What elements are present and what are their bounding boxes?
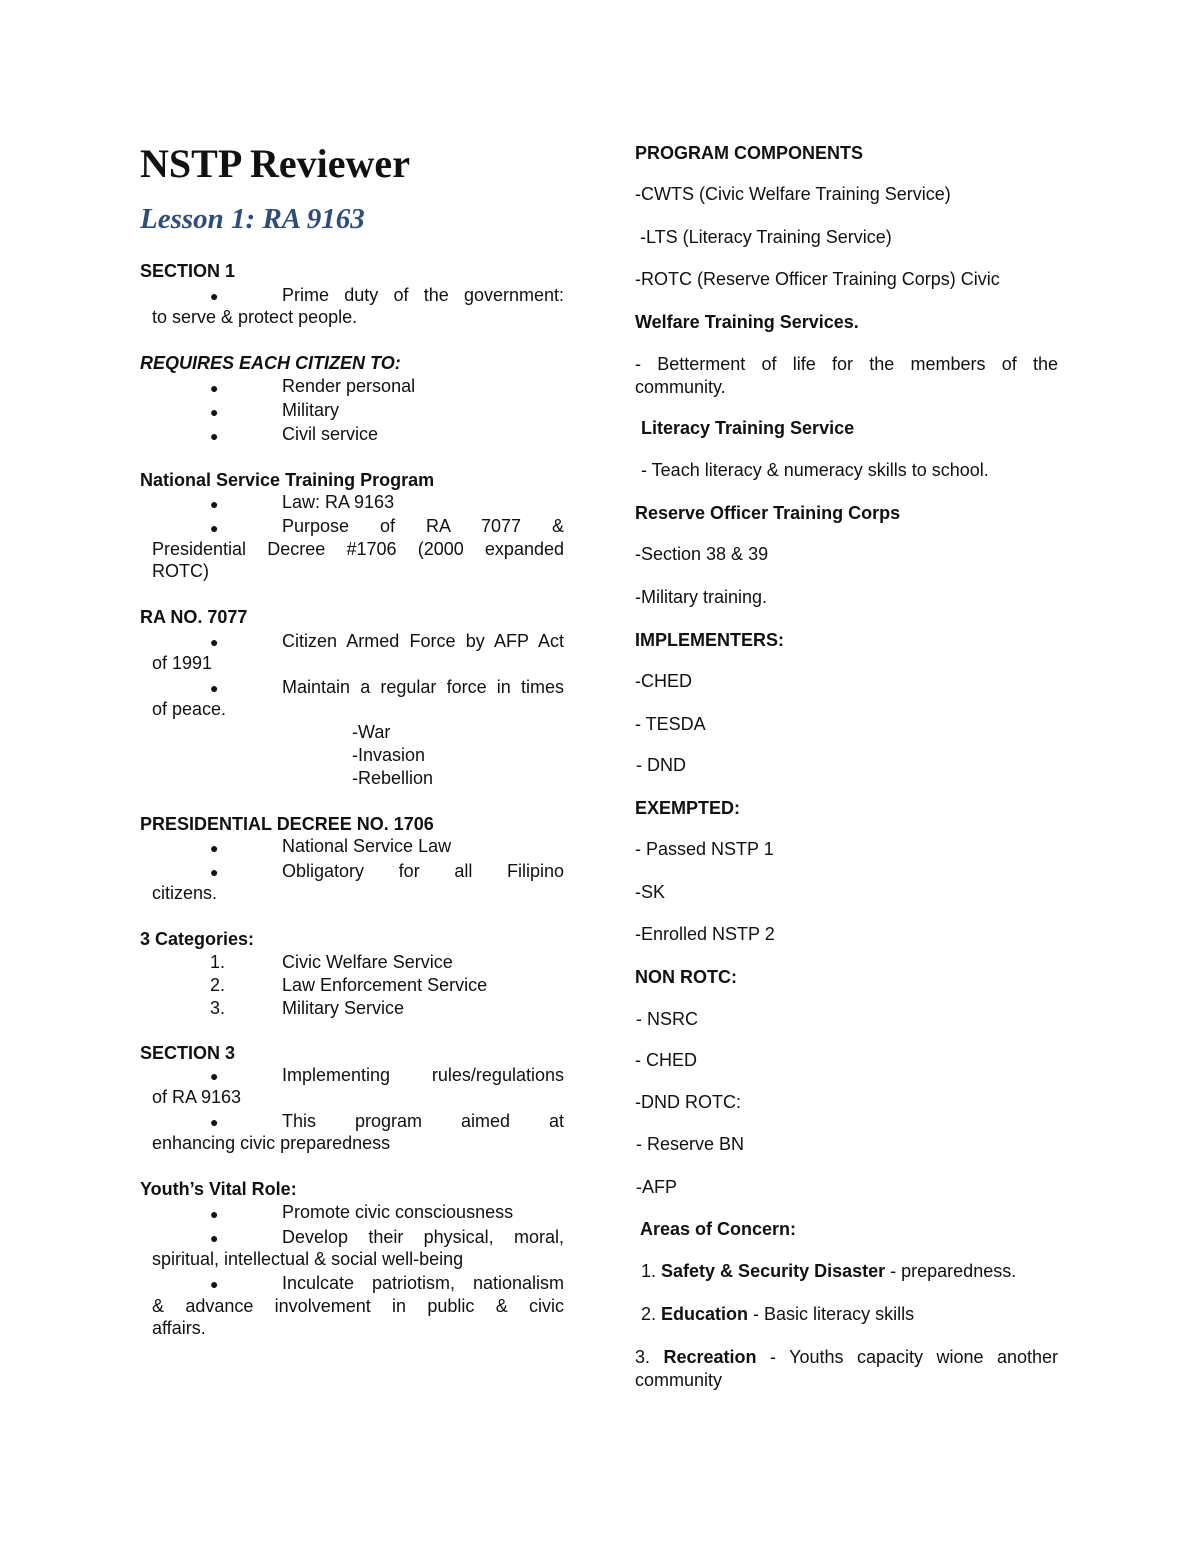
section-1-heading: SECTION 1	[140, 261, 236, 281]
bullet-icon: ●	[210, 1276, 219, 1292]
document-title: NSTP Reviewer	[140, 141, 410, 186]
bullet-icon: ●	[210, 404, 219, 420]
ra7077-sub: -War	[352, 722, 391, 742]
nstp-heading: National Service Training Program	[140, 470, 435, 490]
category-number: 2.	[210, 975, 226, 995]
categories-heading: 3 Categories:	[140, 929, 255, 949]
pd1706-item: National Service Law	[282, 836, 452, 856]
bullet-icon: ●	[210, 634, 219, 650]
ra7077-item: of peace.	[152, 699, 227, 719]
youth-item: Develop their physical, moral,	[282, 1227, 564, 1247]
youth-heading: Youth’s Vital Role:	[140, 1179, 297, 1199]
area-item	[635, 1346, 1058, 1392]
youth-item: affairs.	[152, 1318, 206, 1338]
areas-heading: Areas of Concern:	[640, 1219, 797, 1239]
implementer-item: - DND	[636, 755, 686, 775]
area-item	[641, 1261, 1016, 1282]
rotc-text: -Section 38 & 39	[635, 544, 769, 564]
ra7077-item: of 1991	[152, 653, 213, 673]
literacy-heading: Literacy Training Service	[641, 418, 855, 438]
nonrotc-item: -DND ROTC:	[635, 1092, 741, 1112]
welfare-heading: Welfare Training Services.	[635, 312, 859, 332]
bullet-icon: ●	[210, 496, 219, 512]
exempted-heading: EXEMPTED:	[635, 798, 741, 818]
lesson-title: Lesson 1: RA 9163	[140, 203, 365, 235]
area-description: - Basic literacy skills	[748, 1304, 915, 1324]
nonrotc-item: - NSRC	[636, 1009, 698, 1029]
ra7077-sub: -Rebellion	[352, 768, 434, 788]
bullet-icon: ●	[210, 840, 219, 856]
exempted-item: -Enrolled NSTP 2	[635, 924, 775, 944]
category-item: Civic Welfare Service	[282, 952, 453, 972]
category-item: Military Service	[282, 998, 405, 1018]
nonrotc-item: - Reserve BN	[636, 1134, 745, 1154]
implementer-item: - TESDA	[635, 714, 706, 734]
area-title: Safety & Security Disaster	[661, 1261, 886, 1281]
area-number: 2.	[641, 1304, 657, 1324]
ra7077-item: Citizen Armed Force by AFP Act	[282, 631, 564, 651]
section-3-item: of RA 9163	[152, 1087, 242, 1107]
implementer-item: -CHED	[635, 671, 692, 691]
components-heading: PROGRAM COMPONENTS	[635, 143, 864, 163]
section-3-item: Implementing rules/regulations	[282, 1065, 564, 1085]
requires-heading: REQUIRES EACH CITIZEN TO:	[140, 353, 401, 373]
ra7077-heading: RA NO. 7077	[140, 607, 248, 627]
implementers-heading: IMPLEMENTERS:	[635, 630, 785, 650]
ra7077-item: Maintain a regular force in times	[282, 677, 564, 697]
nonrotc-item: -AFP	[636, 1177, 678, 1197]
requires-item: Civil service	[282, 424, 379, 444]
area-title: Education	[661, 1304, 749, 1324]
area-number: 1.	[641, 1261, 657, 1281]
exempted-item: -SK	[635, 882, 666, 902]
bullet-icon: ●	[210, 864, 219, 880]
youth-item: spiritual, intellectual & social well-being	[152, 1249, 464, 1269]
pd1706-item: citizens.	[152, 883, 218, 903]
nstp-item: Presidential Decree #1706 (2000 expanded	[152, 539, 564, 559]
area-number: 3.	[635, 1347, 651, 1367]
category-item: Law Enforcement Service	[282, 975, 488, 995]
bullet-icon: ●	[210, 1114, 219, 1130]
bullet-icon: ●	[210, 428, 219, 444]
bullet-icon: ●	[210, 1068, 219, 1084]
bullet-icon: ●	[210, 1230, 219, 1246]
category-number: 3.	[210, 998, 226, 1018]
section-3-item: This program aimed at	[282, 1111, 564, 1131]
requires-item: Render personal	[282, 376, 416, 396]
section-1-text-a: Prime duty of the government:	[282, 285, 564, 305]
category-number: 1.	[210, 952, 226, 972]
nstp-item: ROTC)	[152, 561, 209, 581]
bullet-icon: ●	[210, 520, 219, 536]
component-cwts: -CWTS (Civic Welfare Training Service)	[635, 184, 951, 204]
welfare-text: - Betterment of life for the members of the community.	[635, 354, 1058, 397]
literacy-text: - Teach literacy & numeracy skills to school.	[641, 460, 989, 480]
area-title: Recreation	[663, 1347, 757, 1367]
nonrotc-heading: NON ROTC:	[635, 967, 737, 987]
bullet-icon: ●	[210, 380, 219, 396]
section-1-text-b: to serve & protect people.	[152, 307, 358, 327]
youth-item: & advance involvement in public & civic	[152, 1296, 564, 1316]
area-description: - preparedness.	[885, 1261, 1017, 1281]
youth-item: Inculcate patriotism, nationalism	[282, 1273, 564, 1293]
requires-item: Military	[282, 400, 339, 420]
component-rotc: -ROTC (Reserve Officer Training Corps) Civic	[635, 269, 1000, 289]
bullet-icon: ●	[210, 1206, 219, 1222]
section-3-heading: SECTION 3	[140, 1043, 236, 1063]
pd1706-heading: PRESIDENTIAL DECREE NO. 1706	[140, 814, 434, 834]
exempted-item: - Passed NSTP 1	[635, 839, 774, 859]
nstp-item: Purpose of RA 7077 &	[282, 516, 564, 536]
component-lts: -LTS (Literacy Training Service)	[640, 227, 892, 247]
area-item	[641, 1304, 914, 1325]
youth-item: Promote civic consciousness	[282, 1202, 514, 1222]
area-description: - Youths capacity wione another community	[635, 1347, 1058, 1390]
bullet-icon: ●	[210, 288, 219, 304]
bullet-icon: ●	[210, 680, 219, 696]
rotc-text: -Military training.	[635, 587, 768, 607]
nstp-item: Law: RA 9163	[282, 492, 395, 512]
rotc-heading: Reserve Officer Training Corps	[635, 503, 901, 523]
nonrotc-item: - CHED	[635, 1050, 697, 1070]
section-3-item: enhancing civic preparedness	[152, 1133, 391, 1153]
pd1706-item: Obligatory for all Filipino	[282, 861, 564, 881]
ra7077-sub: -Invasion	[352, 745, 426, 765]
